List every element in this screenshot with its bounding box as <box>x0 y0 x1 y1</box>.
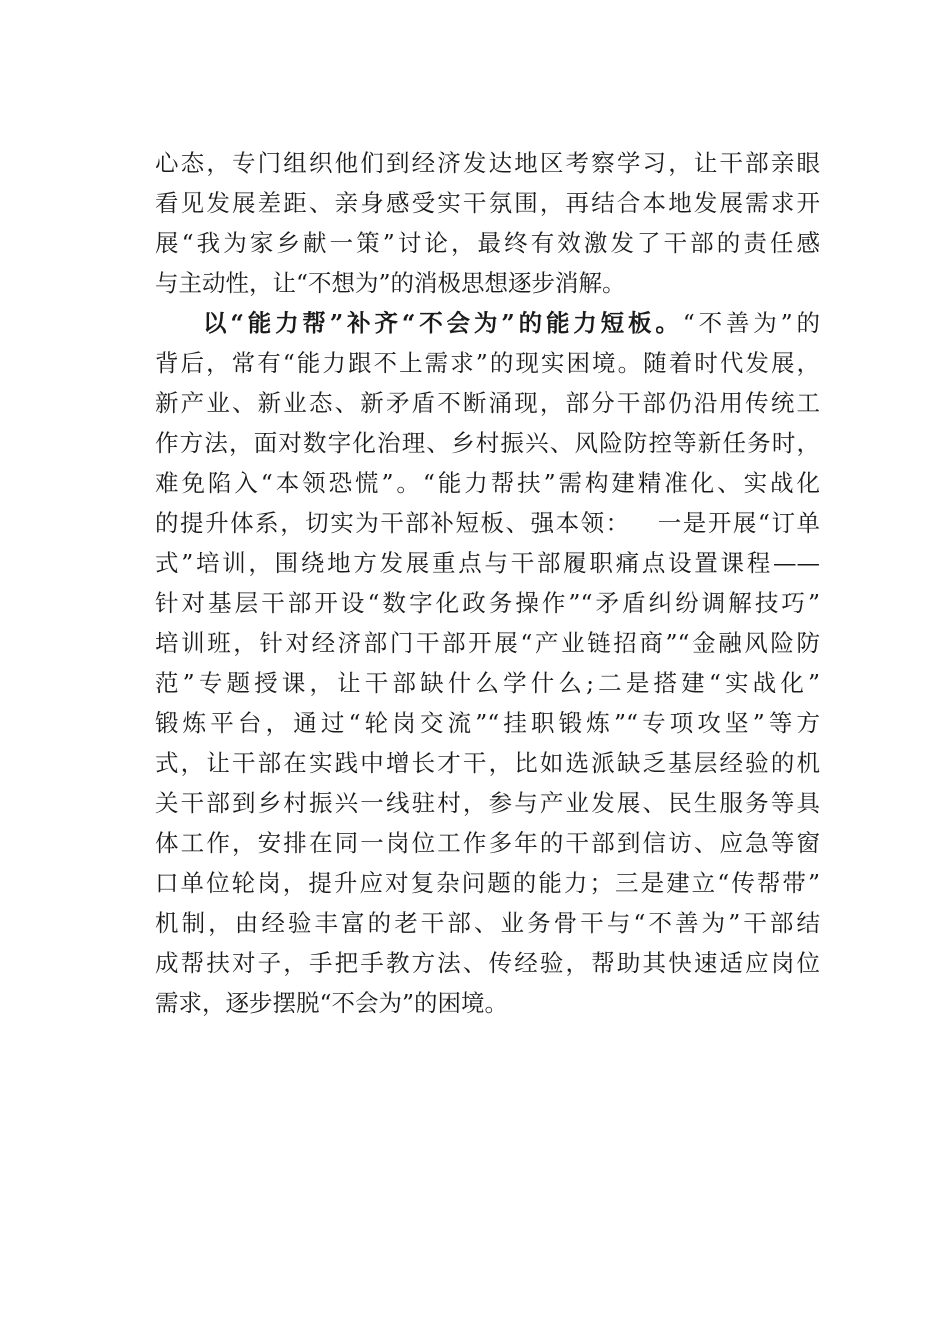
paragraph-2-line-7: 式”培训，围绕地方发展重点与干部履职痛点设置课程—— <box>155 549 820 577</box>
paragraph-2-line-16: 机制，由经验丰富的老干部、业务骨干与“不善为”干部结 <box>155 909 820 937</box>
paragraph-2-line-2: 背后，常有“能力跟不上需求”的现实困境。随着时代发展， <box>155 349 820 377</box>
paragraph-1-line-3: 展“我为家乡献一策”讨论，最终有效激发了干部的责任感 <box>155 229 820 257</box>
paragraph-2-line-6: 的提升体系，切实为干部补短板、强本领： 一是开展“订单 <box>155 509 820 537</box>
paragraph-2-heading: 以“能力帮”补齐“不会为”的能力短板。 <box>203 309 683 337</box>
paragraph-1-line-2: 看见发展差距、亲身感受实干氛围，再结合本地发展需求开 <box>155 189 820 217</box>
paragraph-2-line-18: 需求，逐步摆脱“不会为”的困境。 <box>155 989 509 1017</box>
paragraph-2-line-4: 作方法，面对数字化治理、乡村振兴、风险防控等新任务时， <box>155 429 820 457</box>
paragraph-2-first-line-rest: “不善为”的 <box>682 309 820 337</box>
paragraph-1-line-1: 心态，专门组织他们到经济发达地区考察学习，让干部亲眼 <box>155 149 820 177</box>
paragraph-2-line-9: 培训班，针对经济部门干部开展“产业链招商”“金融风险防 <box>155 629 820 657</box>
paragraph-2-line-14: 体工作，安排在同一岗位工作多年的干部到信访、应急等窗 <box>155 829 820 857</box>
paragraph-2-line-10: 范”专题授课，让干部缺什么学什么;二是搭建“实战化” <box>155 669 820 697</box>
paragraph-2-line-12: 式，让干部在实践中增长才干，比如选派缺乏基层经验的机 <box>155 749 820 777</box>
paragraph-2-line-1 <box>203 303 820 343</box>
paragraph-2-line-5: 难免陷入“本领恐慌”。“能力帮扶”需构建精准化、实战化 <box>155 469 820 497</box>
paragraph-2-line-11: 锻炼平台，通过“轮岗交流”“挂职锻炼”“专项攻坚”等方 <box>155 709 820 737</box>
paragraph-2-line-15: 口单位轮岗，提升应对复杂问题的能力；三是建立“传帮带” <box>155 869 820 897</box>
paragraph-2-line-17: 成帮扶对子，手把手教方法、传经验，帮助其快速适应岗位 <box>155 949 820 977</box>
paragraph-2-line-3: 新产业、新业态、新矛盾不断涌现，部分干部仍沿用传统工 <box>155 389 820 417</box>
paragraph-2-line-8: 针对基层干部开设“数字化政务操作”“矛盾纠纷调解技巧” <box>155 589 820 617</box>
paragraph-2-line-13: 关干部到乡村振兴一线驻村，参与产业发展、民生服务等具 <box>155 789 820 817</box>
paragraph-1-line-4: 与主动性，让“不想为”的消极思想逐步消解。 <box>155 269 626 297</box>
